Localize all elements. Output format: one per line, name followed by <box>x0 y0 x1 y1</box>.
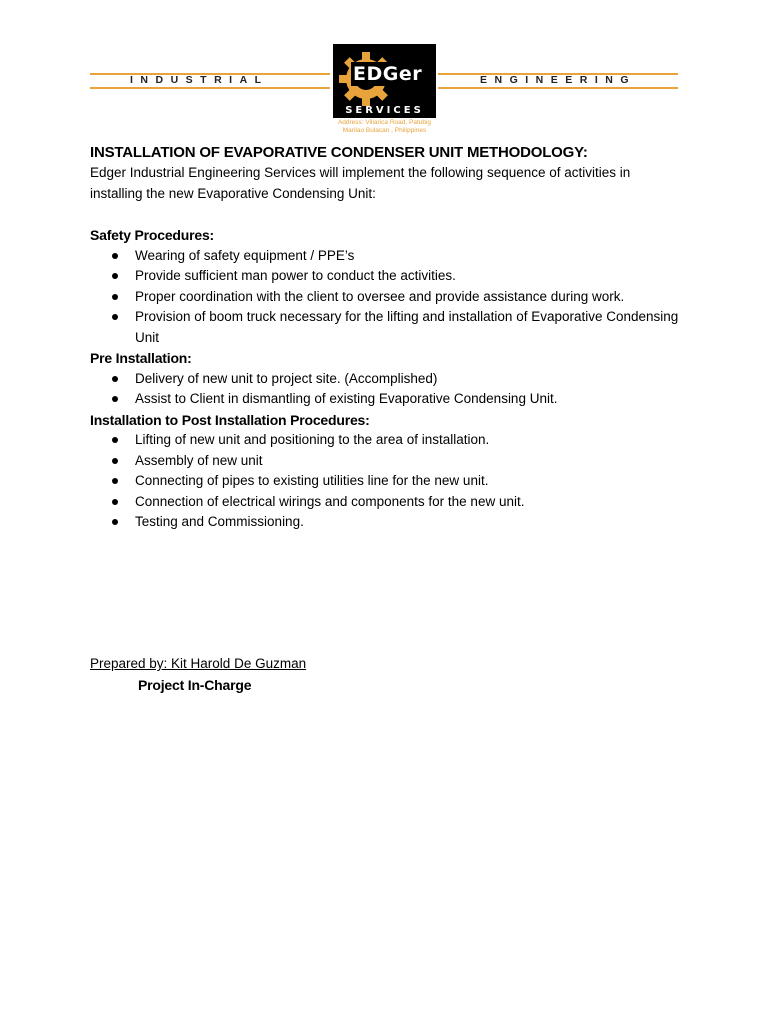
letterhead-right-word: ENGINEERING <box>480 74 637 86</box>
bullet-icon <box>112 437 118 443</box>
list-item <box>90 369 680 390</box>
list-item-text: Connection of electrical wirings and components for the new unit. <box>135 493 525 509</box>
bullet-icon <box>112 294 118 300</box>
bullet-icon <box>112 314 118 320</box>
list-item <box>90 307 680 348</box>
bullet-icon <box>112 396 118 402</box>
section-heading-installation: Installation to Post Installation Procedures: <box>90 411 370 428</box>
list-item <box>90 266 680 287</box>
list-item-text: Assembly of new unit <box>135 452 263 468</box>
pre-installation-list <box>90 369 680 410</box>
bullet-icon <box>112 499 118 505</box>
document-title: INSTALLATION OF EVAPORATIVE CONDENSER UNIT METHODOLOGY: <box>90 144 588 161</box>
list-item-text: Wearing of safety equipment / PPE’s <box>135 247 355 263</box>
list-item <box>90 492 680 513</box>
bullet-icon <box>112 253 118 259</box>
company-address <box>318 119 451 135</box>
list-item-text: Provide sufficient man power to conduct the activities. <box>135 268 456 283</box>
installation-list <box>90 430 680 533</box>
list-item-text: Testing and Commissioning. <box>135 514 304 529</box>
bullet-icon <box>112 519 118 525</box>
letterhead <box>90 42 678 134</box>
list-item-text: Delivery of new unit to project site. (Accomplished) <box>135 370 438 386</box>
list-item <box>90 287 680 308</box>
list-item-text: Lifting of new unit and positioning to the area of installation. <box>135 432 490 447</box>
list-item-text: Connecting of pipes to existing utilities line for the new unit. <box>135 473 489 488</box>
letterhead-rule-right-bottom <box>438 87 678 89</box>
letterhead-left-word: INDUSTRIAL <box>130 74 269 86</box>
list-item <box>90 471 680 492</box>
address-line-1: Address: Villarica Road, Patubig <box>337 119 432 126</box>
letterhead-rule-left-bottom <box>90 87 330 89</box>
list-item <box>90 512 680 533</box>
list-item-text: Proper coordination with the client to oversee and provide assistance during work. <box>135 288 625 304</box>
list-item-text: Assist to Client in dismantling of existing Evaporative Condensing Unit. <box>135 391 558 406</box>
section-heading-pre-installation: Pre Installation: <box>90 350 192 366</box>
list-item-text: Provision of boom truck necessary for the lifting and installation of Evaporative Condensing Unit <box>135 309 679 345</box>
list-item <box>90 430 680 451</box>
signer-role: Project In-Charge <box>138 677 252 693</box>
logo-wordmark: EDGer <box>351 62 435 86</box>
bullet-icon <box>112 376 118 382</box>
document-body <box>90 142 680 533</box>
bullet-icon <box>112 458 118 464</box>
paragraph-spacer <box>90 204 680 225</box>
intro-paragraph: Edger Industrial Engineering Services will implement the following sequence of activities in installing the new Evaporative Condensing Unit: <box>90 165 631 201</box>
logo-subtitle: SERVICES <box>345 105 424 116</box>
list-item <box>90 389 680 410</box>
section-heading-safety: Safety Procedures: <box>90 227 215 243</box>
prepared-by: Prepared by: Kit Harold De Guzman <box>90 656 307 671</box>
list-item <box>90 246 680 267</box>
safety-list <box>90 246 680 349</box>
address-line-2: Marilao Bulacan , Philippines <box>342 127 427 134</box>
bullet-icon <box>112 273 118 279</box>
bullet-icon <box>112 478 118 484</box>
list-item <box>90 451 680 472</box>
